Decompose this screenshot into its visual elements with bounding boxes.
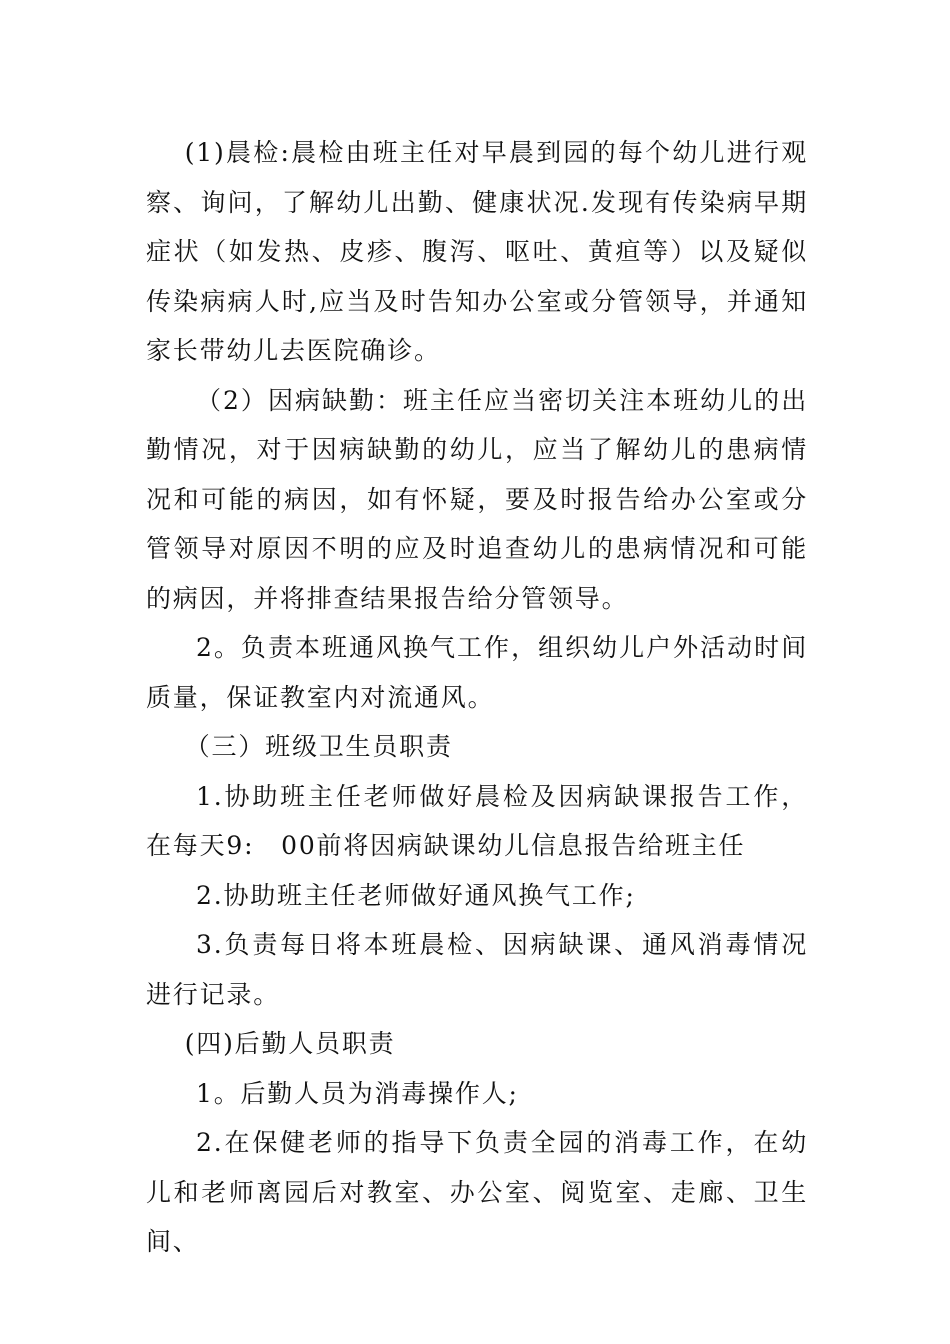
paragraph-logistics-duty-1: 1。后勤人员为消毒操作人; [196, 1078, 519, 1108]
paragraph-logistics-duty-2: 2.在保健老师的指导下负责全园的消毒工作，在幼儿和老师离园后对教室、办公室、阅览室、走廊、卫生间、 [146, 1128, 808, 1256]
paragraph-officer-duty-1: 1.协助班主任老师做好晨检及因病缺课报告工作，在每天9: 00前将因病缺课幼儿信息报告给班主任 [146, 781, 808, 860]
paragraph-ventilation: 2。负责本班通风换气工作，组织幼儿户外活动时间质量，保证教室内对流通风。 [146, 633, 808, 712]
paragraph-officer-duty-2: 2.协助班主任老师做好通风换气工作; [196, 880, 636, 910]
paragraph-officer-duty-3: 3.负责每日将本班晨检、因病缺课、通风消毒情况进行记录。 [146, 930, 808, 1009]
heading-logistics-staff: (四)后勤人员职责 [184, 1029, 396, 1058]
heading-class-health-officer: （三）班级卫生员职责 [184, 732, 453, 761]
paragraph-sick-absence: （2）因病缺勤：班主任应当密切关注本班幼儿的出勤情况，对于因病缺勤的幼儿，应当了解幼儿的患病情况和可能的病因，如有怀疑，要及时报告给办公室或分管领导对原因不明的应及时追查幼儿的患病情况和可能的病因，并将排查结果报告给分管领导。 [146, 385, 808, 613]
document-body [146, 128, 808, 1267]
paragraph-morning-check: (1)晨检:晨检由班主任对早晨到园的每个幼儿进行观察、询问，了解幼儿出勤、健康状况.发现有传染病早期症状（如发热、皮疹、腹泻、呕吐、黄疸等）以及疑似传染病病人时,应当及时告知办公室或分管领导，并通知家长带幼儿去医院确诊。 [146, 138, 808, 365]
